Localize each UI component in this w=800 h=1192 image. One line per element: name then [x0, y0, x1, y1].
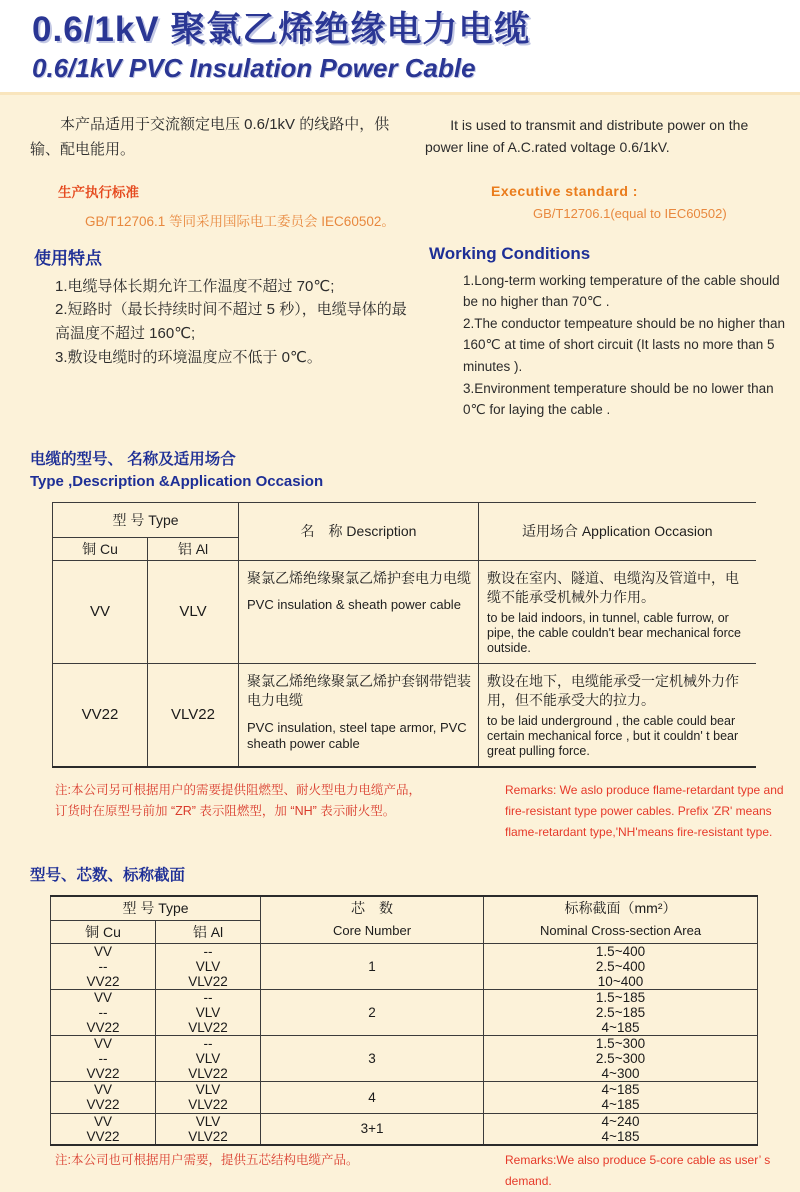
- al-type: --: [203, 943, 213, 959]
- t1-cell-description: [239, 663, 479, 766]
- feature-item-zh: 1.电缆导体长期允许工作温度不超过 70℃;: [55, 277, 335, 295]
- application-en: to be laid indoors, in tunnel, cable furrow, or pipe, the cable couldn't bear mechanical force outside.: [487, 610, 741, 656]
- t2-cell-sections: [484, 1035, 758, 1081]
- table-row: [51, 943, 758, 989]
- section1-notes: [0, 768, 800, 843]
- al-type: VLV22: [188, 973, 228, 989]
- page-title-en: 0.6/1kV PVC Insulation Power Cable: [32, 53, 476, 84]
- note-en: Remarks: We aslo produce flame-retardant type and fire-resistant type power cables. Prefix 'ZR' means flame-retardant type,'NH'means fire-resistant type.: [505, 782, 784, 839]
- features-zh-column: [30, 244, 415, 421]
- table-row: [53, 560, 756, 663]
- t1-cell-cu: VV22: [53, 663, 148, 766]
- description-zh: 聚氯乙烯绝缘聚氯乙烯护套电力电缆: [247, 569, 472, 586]
- t1-header-cu: 铜 Cu: [53, 537, 148, 560]
- intro-right-column: [425, 107, 790, 230]
- intro-left-column: [30, 107, 415, 230]
- section1-heading-zh: 电缆的型号、 名称及适用场合: [30, 450, 236, 468]
- core-section-table: [50, 895, 758, 1147]
- intro-section: [0, 95, 800, 230]
- section-value: 4~185: [601, 1128, 640, 1144]
- section1-heading: [30, 447, 800, 490]
- t2-cell-sections: [484, 1081, 758, 1113]
- t2-cell-al: [156, 989, 261, 1035]
- section-value: 4~300: [601, 1065, 640, 1081]
- features-heading-zh: 使用特点: [34, 248, 102, 268]
- table-row: [51, 1035, 758, 1081]
- al-type: VLV22: [188, 1097, 228, 1113]
- section-header-zh: 标称截面（mm²）: [564, 900, 677, 917]
- al-type: VLV: [195, 1050, 221, 1066]
- note-en: Remarks:We also produce 5-core cable as user’ s demand.: [505, 1153, 771, 1189]
- description-en: PVC insulation, steel tape armor, PVC sheath power cable: [247, 719, 467, 751]
- working-conditions-column: [425, 244, 790, 421]
- section-value: 2.5~300: [595, 1050, 646, 1066]
- t2-cell-core: 4: [261, 1081, 484, 1113]
- t2-cell-sections: [484, 943, 758, 989]
- standard-text-en: GB/T12706.1(equal to IEC60502): [533, 205, 727, 221]
- t1-cell-al: VLV: [148, 560, 239, 663]
- standard-heading-zh: 生产执行标准: [58, 184, 139, 200]
- note-zh: 注:本公司另可根据用户的需要提供阻燃型、耐火型电力电缆产品，订货时在原型号前加 “ZR” 表示阻燃型，加 “NH” 表示耐火型。: [55, 782, 421, 818]
- t1-cell-al: VLV22: [148, 663, 239, 766]
- intro-paragraph-zh: 本产品适用于交流额定电压 0.6/1kV 的线路中，供输、配电能用。: [30, 116, 390, 158]
- section2-heading-zh: 型号、芯数、标称截面: [30, 866, 186, 884]
- section-value: 10~400: [597, 973, 644, 989]
- section-value: 1.5~300: [595, 1035, 646, 1051]
- t2-header-cu: 铜 Cu: [51, 920, 156, 943]
- t2-cell-al: [156, 943, 261, 989]
- cu-type: VV: [93, 989, 112, 1005]
- al-type: VLV22: [188, 1019, 228, 1035]
- al-type: --: [203, 989, 213, 1005]
- t2-cell-sections: [484, 1113, 758, 1145]
- cu-type: VV: [93, 1035, 112, 1051]
- al-type: VLV: [195, 958, 221, 974]
- feature-item-zh: 2.短路时（最长持续时间不超过 5 秒），电缆导体的最高温度不超过 160℃;: [55, 301, 407, 343]
- standard-text-zh: GB/T12706.1 等同采用国际电工委员会 IEC60502。: [85, 213, 395, 229]
- core-header-en: Core Number: [333, 923, 412, 939]
- intro-paragraph-en: It is used to transmit and distribute power on the power line of A.C.rated voltage 0.6/1kV.: [425, 117, 749, 155]
- t2-header-section: [484, 896, 758, 944]
- table-row: [53, 663, 756, 766]
- t2-cell-cu: [51, 1081, 156, 1113]
- section-value: 2.5~185: [595, 1004, 646, 1020]
- cu-type: VV22: [86, 1019, 120, 1035]
- t2-cell-core: 3+1: [261, 1113, 484, 1145]
- t2-cell-core: 3: [261, 1035, 484, 1081]
- section2-heading: [30, 863, 800, 885]
- features-list-zh: [55, 275, 415, 370]
- t2-cell-sections: [484, 989, 758, 1035]
- t2-header-type: 型 号 Type: [51, 896, 261, 921]
- cu-type: VV22: [86, 1128, 120, 1144]
- application-en: to be laid underground , the cable could bear certain mechanical force , but it couldn' t bear great pulling force.: [487, 713, 739, 759]
- t2-cell-al: [156, 1081, 261, 1113]
- t2-header-core: [261, 896, 484, 944]
- cu-type: VV: [93, 1082, 112, 1098]
- cu-type: --: [98, 1050, 108, 1066]
- t2-cell-cu: [51, 1113, 156, 1145]
- cu-type: VV: [93, 943, 112, 959]
- working-conditions-list: [463, 270, 790, 421]
- description-zh: 聚氯乙烯绝缘聚氯乙烯护套钢带铠装电力电缆: [247, 672, 472, 709]
- section-value: 1.5~185: [595, 989, 646, 1005]
- t2-cell-core: 1: [261, 943, 484, 989]
- t2-cell-core: 2: [261, 989, 484, 1035]
- working-condition-item: 2.The conductor tempeature should be no higher than 160℃ at time of short circuit (It lasts no more than 5 minutes ).: [463, 315, 785, 375]
- t2-cell-al: [156, 1113, 261, 1145]
- cu-type: --: [98, 1004, 108, 1020]
- cu-type: VV22: [86, 1097, 120, 1113]
- cu-type: VV22: [86, 1065, 120, 1081]
- section1-heading-en: Type ,Description &Application Occasion: [30, 472, 324, 490]
- al-type: VLV22: [188, 1065, 228, 1081]
- page-header: [0, 0, 800, 95]
- section-value: 4~185: [601, 1019, 640, 1035]
- working-condition-item: 3.Environment temperature should be no lower than 0℃ for laying the cable .: [463, 380, 774, 418]
- standard-heading-en: Executive standard :: [491, 182, 638, 199]
- t1-header-application: 适用场合 Application Occasion: [479, 502, 756, 560]
- t1-header-description: 名 称 Description: [239, 502, 479, 560]
- working-condition-item: 1.Long-term working temperature of the cable should be no higher than 70℃ .: [463, 272, 780, 310]
- t2-cell-cu: [51, 943, 156, 989]
- section-value: 1.5~400: [595, 943, 646, 959]
- section2-notes: [0, 1146, 800, 1192]
- section-value: 4~185: [601, 1097, 640, 1113]
- application-zh: 敷设在室内、隧道、电缆沟及管道中，电缆不能承受机械外力作用。: [487, 569, 740, 606]
- working-conditions-heading: Working Conditions: [429, 243, 591, 263]
- section-value: 4~185: [601, 1082, 640, 1098]
- section-value: 4~240: [601, 1113, 640, 1129]
- description-en: PVC insulation & sheath power cable: [247, 597, 461, 613]
- al-type: VLV: [195, 1082, 221, 1098]
- t2-cell-cu: [51, 1035, 156, 1081]
- feature-item-zh: 3.敷设电缆时的环境温度应不低于 0℃。: [55, 348, 322, 366]
- t1-cell-cu: VV: [53, 560, 148, 663]
- core-header-zh: 芯 数: [351, 900, 394, 917]
- t1-cell-application: [479, 663, 756, 766]
- note-zh: 注:本公司也可根据用户需要，提供五芯结构电缆产品。: [55, 1153, 359, 1168]
- t1-header-type: 型 号 Type: [53, 502, 239, 537]
- al-type: VLV: [195, 1004, 221, 1020]
- t1-cell-description: [239, 560, 479, 663]
- application-zh: 敷设在地下，电缆能承受一定机械外力作用，但不能承受大的拉力。: [487, 672, 740, 709]
- table-row: [51, 989, 758, 1035]
- cu-type: --: [98, 958, 108, 974]
- t1-cell-application: [479, 560, 756, 663]
- al-type: --: [203, 1035, 213, 1051]
- al-type: VLV: [195, 1113, 221, 1129]
- al-type: VLV22: [188, 1128, 228, 1144]
- t2-cell-cu: [51, 989, 156, 1035]
- section-value: 2.5~400: [595, 958, 646, 974]
- features-section: [0, 230, 800, 421]
- t2-header-al: 铝 Al: [156, 920, 261, 943]
- page-title-zh: 0.6/1kV 聚氯乙烯绝缘电力电缆: [32, 10, 531, 49]
- cu-type: VV: [93, 1113, 112, 1129]
- table-row: [51, 1081, 758, 1113]
- t2-cell-al: [156, 1035, 261, 1081]
- table-row: [51, 1113, 758, 1145]
- type-description-table: [52, 502, 756, 768]
- t1-header-al: 铝 Al: [148, 537, 239, 560]
- cu-type: VV22: [86, 973, 120, 989]
- section-header-en: Nominal Cross-section Area: [539, 923, 702, 939]
